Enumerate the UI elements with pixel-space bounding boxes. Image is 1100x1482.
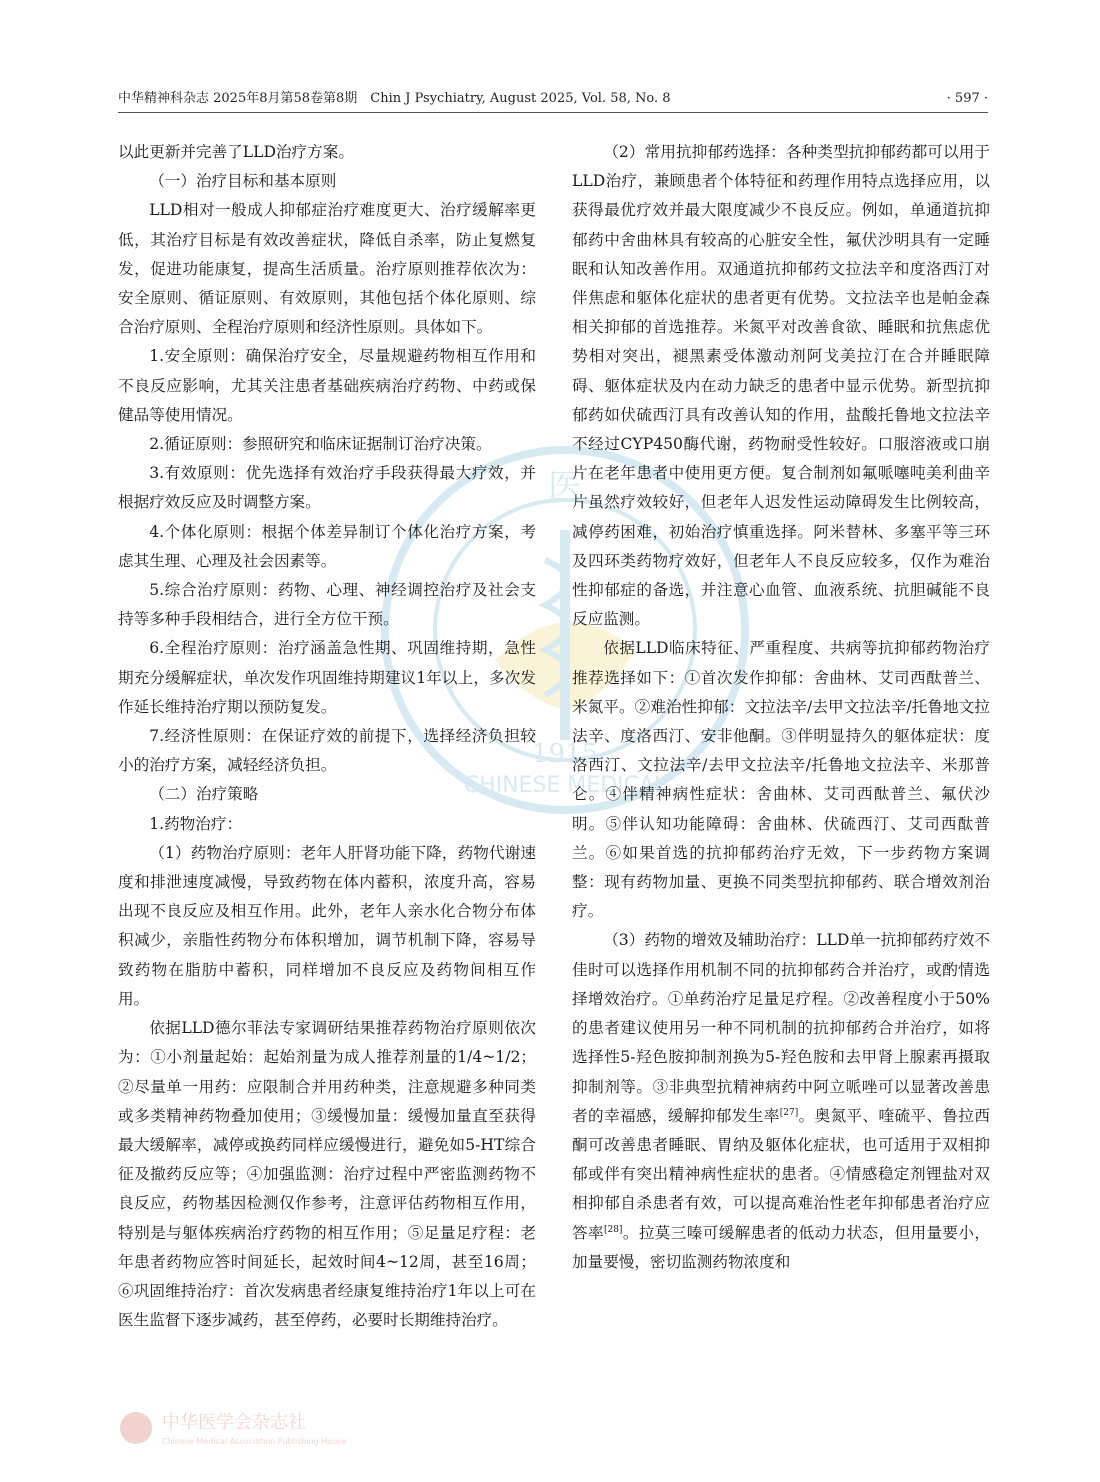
- paragraph: 依据LLD临床特征、严重程度、共病等抗抑郁药物治疗推荐选择如下：①首次发作抑郁：舍曲林、艾司西酞普兰、米氮平。②难治性抑郁：文拉法辛/去甲文拉法辛/托鲁地文拉法辛、度洛西汀、安非他酮。③伴明显持久的躯体症状：度洛西汀、文拉法辛/去甲文拉法辛/托鲁地文拉法辛、米那普仑。④伴精神病性症状：舍曲林、艾司西酞普兰、氟伏沙明。⑤伴认知功能障碍：舍曲林、伏硫西汀、艾司西酞普兰。⑥如果首选的抗抑郁药治疗无效，下一步药物方案调整：现有药物加量、更换不同类型抗抑郁药、联合增效剂治疗。: [572, 639, 990, 921]
- seal-text-top: 医: [548, 467, 582, 507]
- continued-paragraph: 以此更新并完善了LLD治疗方案。: [118, 143, 354, 161]
- citation-28[interactable]: [28]: [603, 1224, 623, 1235]
- paragraph: 4.个体化原则：根据个体差异制订个体化治疗方案，考虑其生理、心理及社会因素等。: [118, 522, 536, 570]
- paragraph: 2.循证原则：参照研究和临床证据制订治疗决策。: [149, 435, 492, 454]
- paragraph-text: 。拉莫三嗪可缓解患者的低动力状态，但用量要小，加量要慢，密切监测药物浓度和: [572, 1223, 990, 1271]
- paragraph: 7.经济性原则：在保证疗效的前提下，选择经济负担较小的治疗方案，减轻经济负担。: [118, 727, 536, 775]
- paragraph: （二）治疗策略: [149, 785, 259, 804]
- publisher-logo: [118, 1408, 478, 1448]
- paragraph: 6.全程治疗原则：治疗涵盖急性期、巩固维持期，急性期充分缓解症状，单次发作巩固维持期建议1年以上，多次发作延长维持治疗期以预防复发。: [118, 639, 536, 716]
- citation-27[interactable]: [27]: [779, 1107, 799, 1118]
- seal-serpent-icon: [545, 560, 568, 695]
- paragraph: LLD相对一般成人抑郁症治疗难度更大、治疗缓解率更低，其治疗目标是有效改善症状，降低自杀率，防止复燃复发，促进功能康复，提高生活质量。治疗原则推荐依次为：安全原则、循证原则、有效原则，其他包括个体化原则、综合治疗原则、全程治疗原则和经济性原则。具体如下。: [118, 201, 536, 337]
- seal-text-year: 1915: [531, 739, 599, 769]
- seal-text-en: CHINESE MEDICAL: [463, 773, 667, 798]
- paragraph: 1.安全原则：确保治疗安全，尽量规避药物相互作用和不良反应影响，尤其关注患者基础疾病治疗药物、中药或保健品等使用情况。: [118, 347, 536, 424]
- publisher-name-en: Chinese Medical Association Publishing House: [162, 1437, 347, 1446]
- paragraph: 5.综合治疗原则：药物、心理、神经调控治疗及社会支持等多种手段相结合，进行全方位干预。: [118, 581, 536, 629]
- paragraph: （一）治疗目标和基本原则: [149, 172, 337, 191]
- page-number: · 597 ·: [946, 91, 988, 106]
- paragraph: [572, 926, 990, 1276]
- right-column: [572, 138, 990, 1277]
- paragraph-text: 。奥氮平、喹硫平、鲁拉西酮可改善患者睡眠、胃纳及躯体化症状，也可适用于双相抑郁或伴有突出精神病性症状的患者。④情感稳定剂锂盐对双相抑郁自杀患者有效，可以提高难治性老年抑郁患者治疗应答率: [572, 1106, 990, 1242]
- publisher-flower-icon: [120, 1412, 152, 1444]
- publisher-name-cn: 中华医学会杂志社: [162, 1412, 306, 1433]
- paragraph: 1.药物治疗：: [149, 814, 243, 833]
- header-divider: [118, 112, 988, 113]
- paragraph: （2）常用抗抑郁药选择：各种类型抗抑郁药都可以用于LLD治疗，兼顾患者个体特征和药理作用特点选择应用，以获得最优疗效并最大限度减少不良反应。例如，单通道抗抑郁药中舍曲林具有较高的心脏安全性，氟伏沙明具有一定睡眠和认知改善作用。双通道抗抑郁药文拉法辛和度洛西汀对伴焦虑和躯体化症状的患者更有优势。文拉法辛也是帕金森相关抑郁的首选推荐。米氮平对改善食欲、睡眠和抗焦虑优势相对突出，褪黑素受体激动剂阿戈美拉汀在合并睡眠障碍、躯体症状及内在动力缺乏的患者中显示优势。新型抗抑郁药如伏硫西汀具有改善认知的作用，盐酸托鲁地文拉法辛不经过CYP450酶代谢，药物耐受性较好。口服溶液或口崩片在老年患者中使用更方便。复合制剂如氟哌噻吨美利曲辛片虽然疗效较好，但老年人迟发性运动障碍发生比例较高，减停药困难，初始治疗慎重选择。阿米替林、多塞平等三环及四环类药物疗效好，但老年人不良反应较多，仅作为难治性抑郁症的备选，并注意心血管、血液系统、抗胆碱能不良反应监测。: [572, 143, 990, 629]
- left-column: [118, 138, 536, 1335]
- paragraph: 3.有效原则：优先选择有效治疗手段获得最大疗效，并根据疗效反应及时调整方案。: [118, 464, 536, 512]
- paragraph: （1）药物治疗原则：老年人肝肾功能下降，药物代谢速度和排泄速度减慢，导致药物在体内蓄积，浓度升高，容易出现不良反应及相互作用。此外，老年人亲水化合物分布体积减少，亲脂性药物分布体积增加，调节机制下降，容易导致药物在脂肪中蓄积，同样增加不良反应及药物间相互作用。: [118, 843, 536, 1008]
- paragraph: 依据LLD德尔菲法专家调研结果推荐药物治疗原则依次为：①小剂量起始：起始剂量为成人推荐剂量的1/4~1/2；②尽量单一用药：应限制合并用药种类，注意规避多种同类或多类精神药物叠加使用；③缓慢加量：缓慢加量直至获得最大缓解率，减停或换药同样应缓慢进行，避免如5-HT综合征及撤药反应等；④加强监测：治疗过程中严密监测药物不良反应，药物基因检测仅作参考，注意评估药物相互作用，特别是与躯体疾病治疗药物的相互作用；⑤足量足疗程：老年患者药物应答时间延长，起效时间4~12周，甚至16周；⑥巩固维持治疗：首次发病患者经康复维持治疗1年以上可在医生监督下逐步减药，甚至停药，必要时长期维持治疗。: [118, 1019, 536, 1330]
- paragraph-text: （3）药物的增效及辅助治疗：LLD单一抗抑郁药疗效不佳时可以选择作用机制不同的抗抑郁药合并治疗，或酌情选择增效治疗。①单药治疗足量足疗程。②改善程度小于50%的患者建议使用另一种不同机制的抗抑郁药合并治疗，如将选择性5-羟色胺抑制剂换为5-羟色胺和去甲肾上腺素再摄取抑制剂等。③非典型抗精神病药中阿立哌唑可以显著改善患者的幸福感，缓解抑郁发生率: [572, 931, 990, 1125]
- running-header: [118, 88, 988, 110]
- journal-info: 中华精神科杂志 2025年8月第58卷第8期 Chin J Psychiatry, August 2025, Vol. 58, No. 8: [118, 91, 671, 106]
